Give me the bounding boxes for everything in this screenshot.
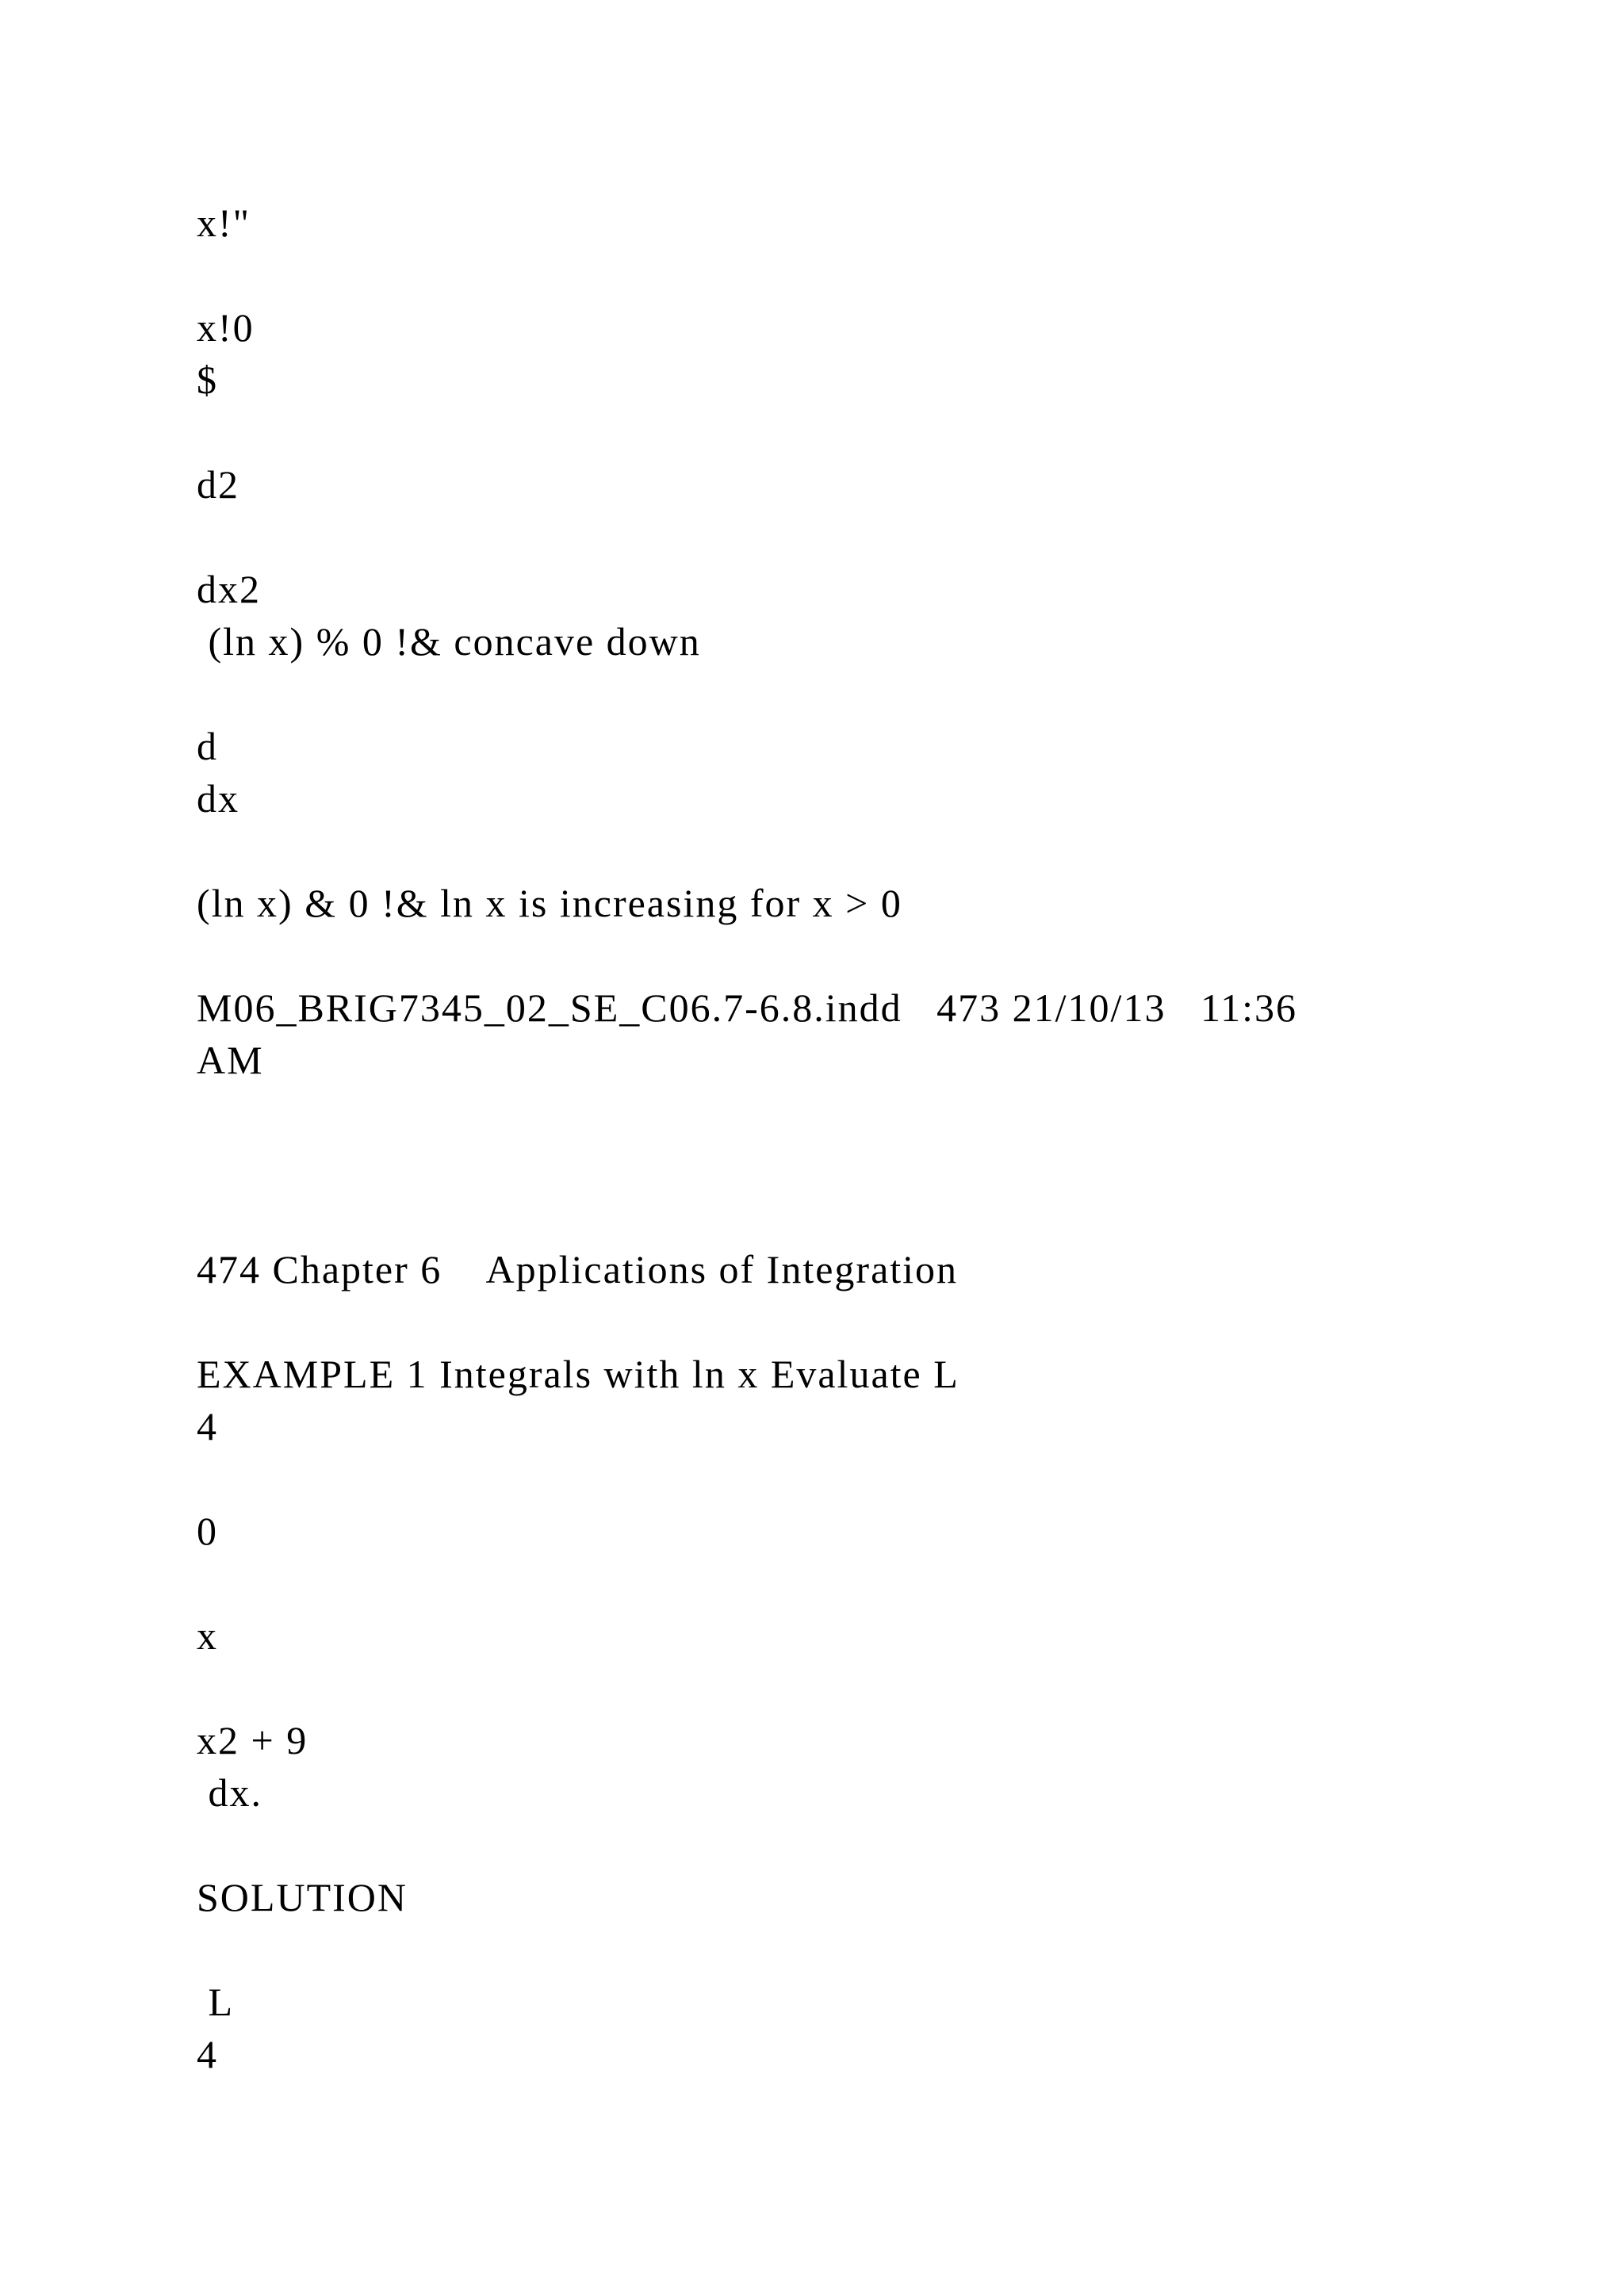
- solution-heading: SOLUTION: [197, 1875, 408, 1919]
- chapter-header: 474 Chapter 6 Applications of Integration: [197, 1247, 959, 1292]
- text-line: $: [197, 358, 218, 402]
- text-line: 4: [197, 2032, 218, 2076]
- text-line: (ln x) & 0 !& ln x is increasing for x > 0: [197, 881, 902, 925]
- text-line: L: [197, 1980, 235, 2024]
- text-line: d: [197, 724, 218, 768]
- text-line: 0: [197, 1509, 218, 1553]
- text-line: d2: [197, 462, 239, 507]
- text-line: x2 + 9: [197, 1718, 308, 1762]
- text-line: dx: [197, 776, 239, 821]
- text-line: 4: [197, 1404, 218, 1448]
- text-line: dx.: [197, 1770, 262, 1815]
- text-line: (ln x) % 0 !& concave down: [197, 619, 701, 664]
- example-heading: EXAMPLE 1 Integrals with ln x Evaluate L: [197, 1352, 959, 1396]
- text-line: dx2: [197, 567, 261, 611]
- text-line: x!": [197, 201, 251, 245]
- text-line: x!0: [197, 305, 255, 350]
- file-info-line: AM: [197, 1038, 264, 1082]
- file-info-line: M06_BRIG7345_02_SE_C06.7-6.8.indd 473 21/10/13 11:36: [197, 985, 1297, 1030]
- text-line: x: [197, 1613, 218, 1658]
